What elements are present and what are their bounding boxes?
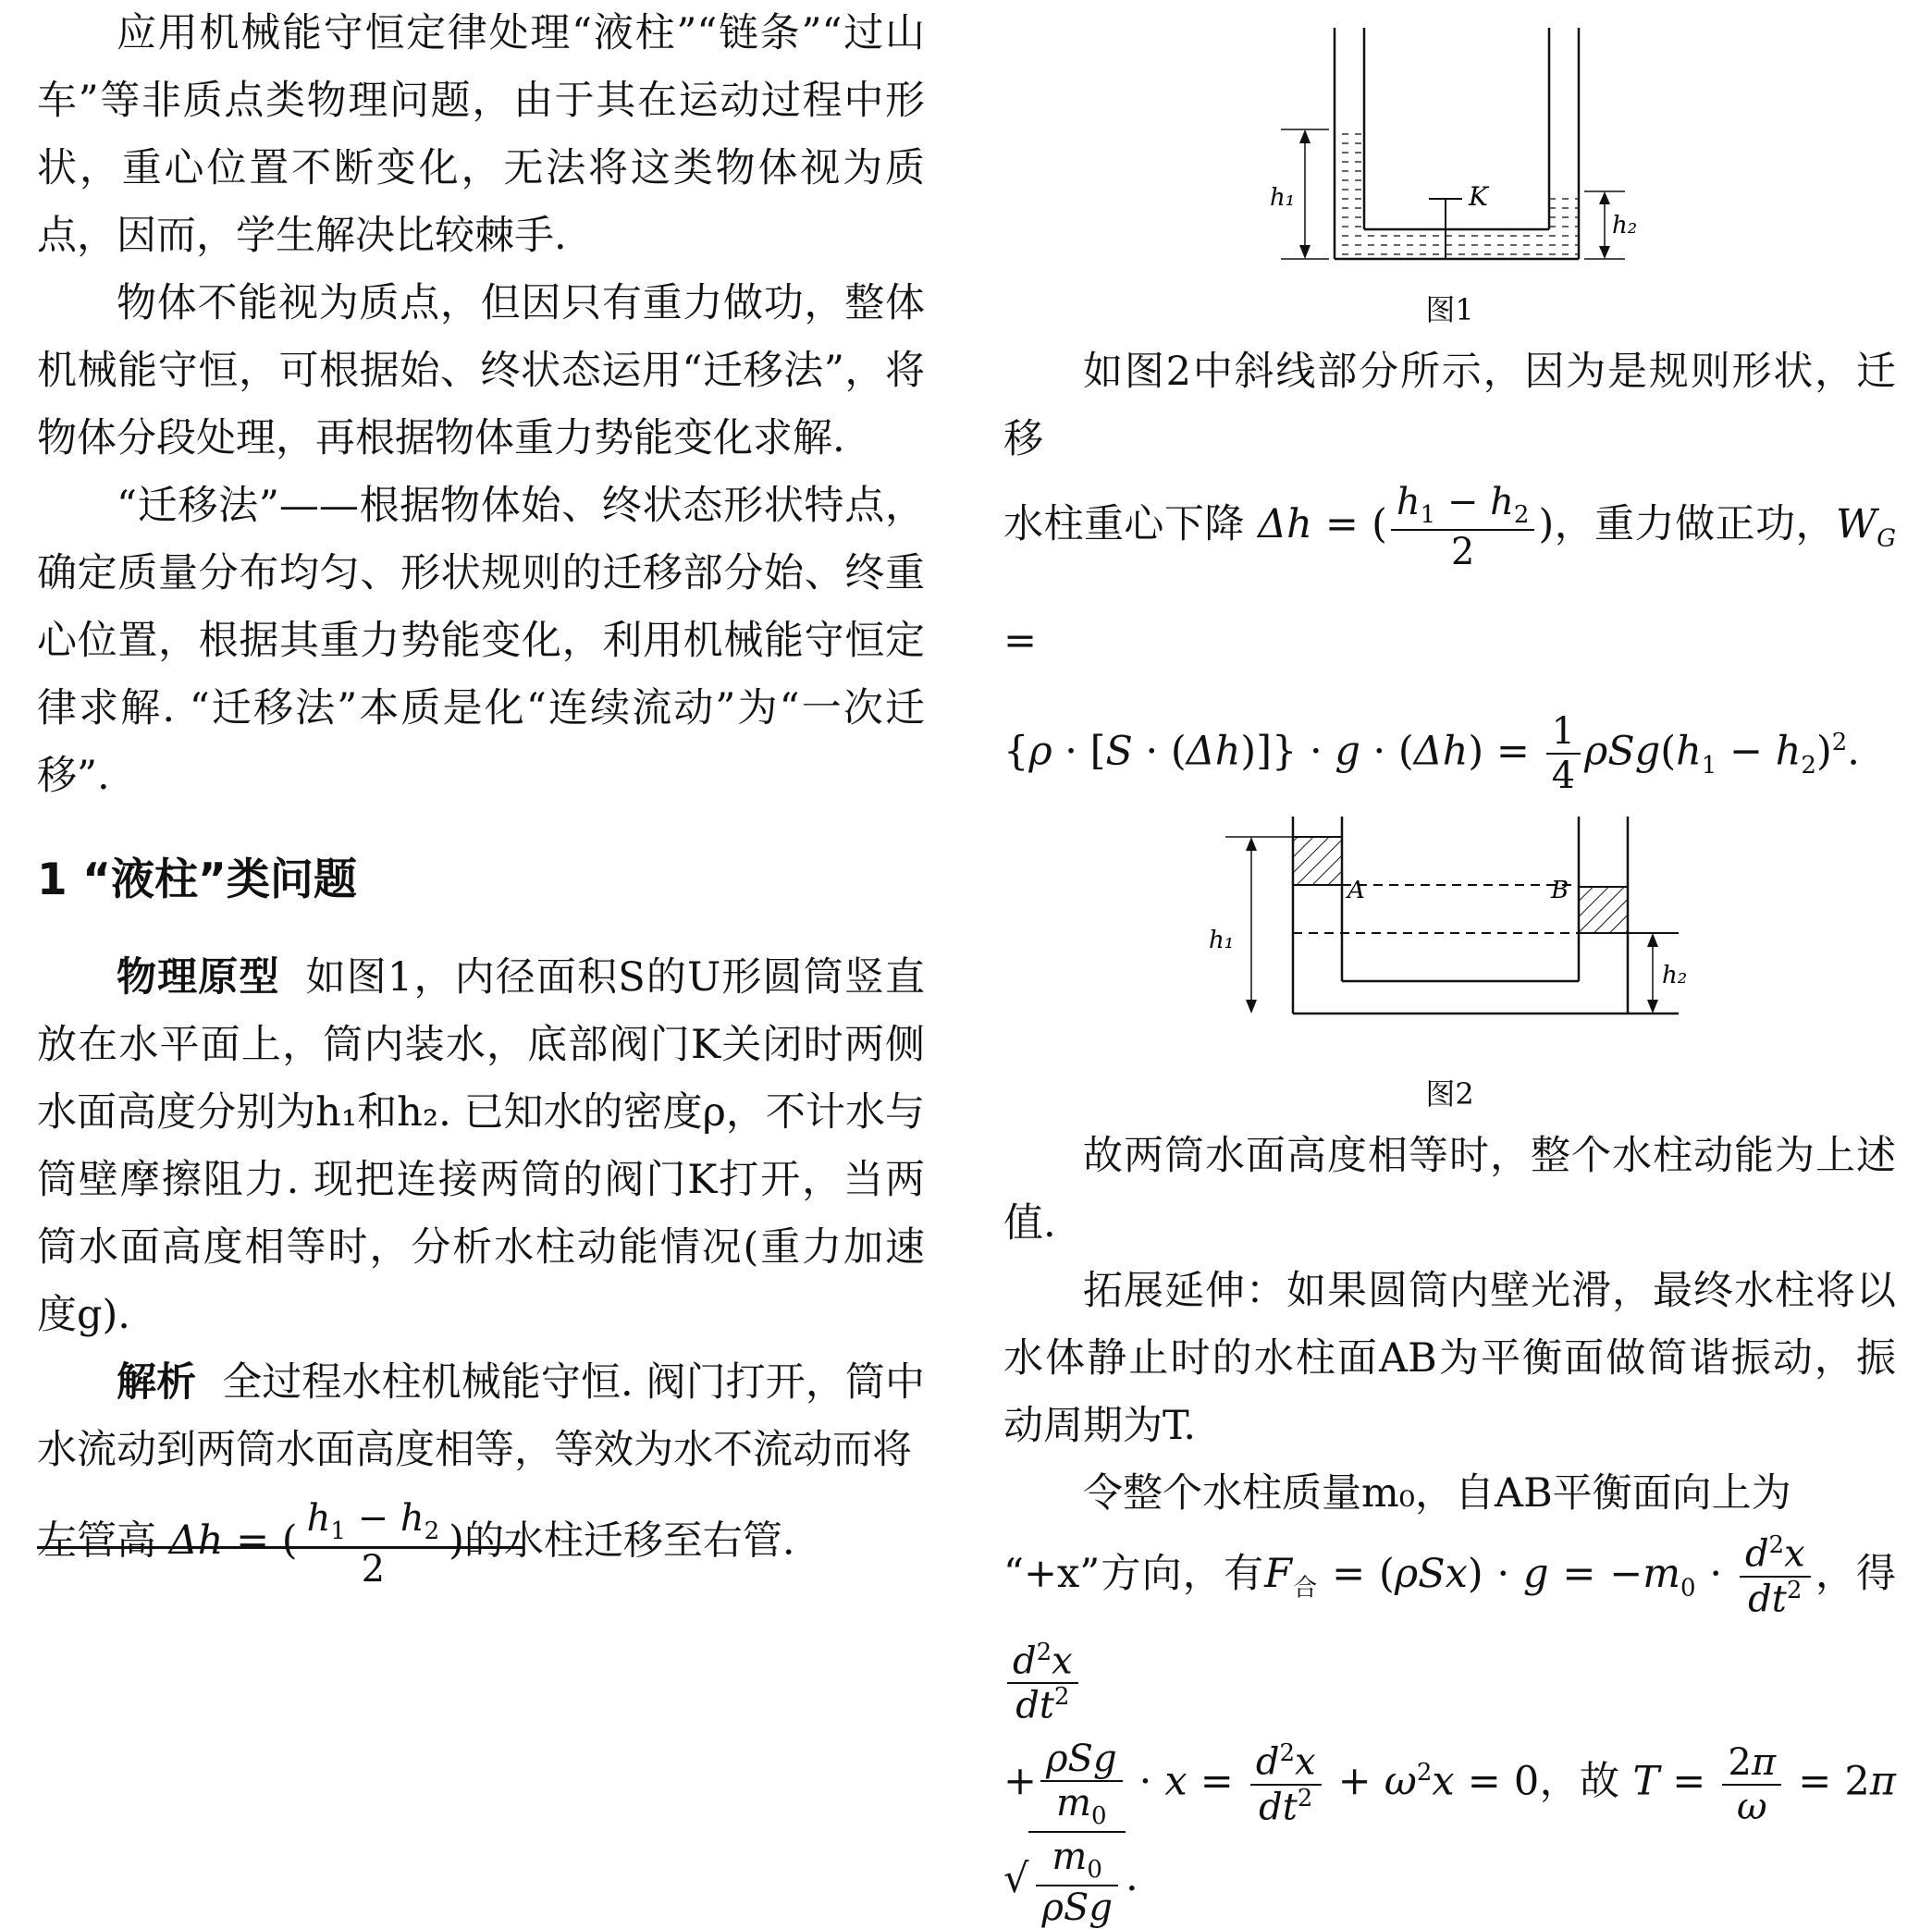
right-paragraph-3: 拓展延伸：如果圆筒内壁光滑，最终水柱将以水体静止时的水柱面AB为平衡面做简谐振动，振动周期为T. xyxy=(1003,1267,1896,1449)
figure-2-u-tube xyxy=(1003,817,1896,1062)
intro-paragraph-1: 应用机械能守恒定律处理“液柱”“链条”“过山车”等非质点类物理问题，由于其在运动过程中形状，重心位置不断变化，无法将这类物体视为质点，因而，学生解决比较棘手. xyxy=(37,10,925,259)
right-text-4c: ，得 xyxy=(1814,1550,1897,1597)
right-column xyxy=(1003,0,1896,1929)
analysis-text-2b: 的水柱迁移至右管. xyxy=(463,1517,795,1565)
prototype-label: 物理原型 xyxy=(117,954,280,1001)
intro-paragraph-2: 物体不能视为质点，但因只有重力做功，整体机械能守恒，可根据始、终状态运用“迁移法”，将物体分段处理，再根据物体重力势能变化求解. xyxy=(37,280,925,461)
water-fill xyxy=(1335,129,1579,259)
intro-paragraph-3: “迁移法”——根据物体始、终状态形状特点，确定质量分布均匀、形状规则的迁移部分始、终重心位置，根据其重力势能变化，利用机械能守恒定律求解. “迁移法”本质是化“连续流动”为“一次迁移”. xyxy=(37,483,925,799)
fig2-h2-label: h₂ xyxy=(1662,961,1688,989)
migrated-block-left xyxy=(1293,837,1342,885)
point-a-label: A xyxy=(1347,876,1365,904)
fig2-h1-label: h₁ xyxy=(1209,926,1235,954)
figure-1-u-tube xyxy=(1003,0,1896,277)
analysis-label: 解析 xyxy=(117,1359,197,1406)
right-paragraph-4: 令整个水柱质量m₀，自AB平衡面向上为 xyxy=(1083,1469,1791,1517)
delta-h-formula: Δh = ( $\frac{h_1 - h_2}{2}$ ) xyxy=(168,1497,464,1591)
footnote-rule xyxy=(37,1546,523,1549)
right-text-4b: “+x”方向，有 xyxy=(1003,1550,1265,1597)
analysis-paragraph xyxy=(37,1349,925,1484)
migrated-block-right xyxy=(1579,887,1628,933)
h2-label: h₂ xyxy=(1612,212,1638,240)
work-formula: {ρ · [S · (Δh)]} · g · (Δh) = $\frac{1}{4}$ $\rho Sg(h_1 - h_2)^2$. xyxy=(1003,709,1860,797)
analysis-continuation xyxy=(37,1497,925,1591)
right-paragraph-1-formula: 水柱重心下降 Δh = ( $\frac{h_1 - h_2}{2}$ )，重力做正功，$W_G$ = xyxy=(1003,480,1897,664)
right-text-1b: 水柱重心下降 xyxy=(1003,501,1245,547)
period-equation: + $\frac{\text{ρSg}}{m_0}$ · x = $\frac{d^2x}{dt^2}$ + $\omega^2x = 0$，故 T = $\frac{2\pi}{\omega}$ = 2π √ $\frac{m_0}{\text{ρSg}}$ . xyxy=(1003,1738,1896,1929)
h1-label: h₁ xyxy=(1270,184,1296,212)
figure-2-caption: 图2 xyxy=(1425,1075,1474,1112)
right-text-1c: ，重力做正功， xyxy=(1554,501,1837,547)
valve-k-label: K xyxy=(1469,181,1488,212)
section-heading: 1 “液柱”类问题 xyxy=(37,854,357,905)
analysis-text-2a: 左管高 xyxy=(37,1517,156,1565)
left-column xyxy=(37,0,925,1591)
point-b-label: B xyxy=(1551,876,1569,904)
prototype-text: 如图1，内径面积S的U形圆筒竖直放在水平面上，筒内装水，底部阀门K关闭时两侧水面高度分别为h₁和h₂. 已知水的密度ρ，不计水与筒壁摩擦阻力. 现把连接两筒的阀门K打开，当两筒水面高度相等时，分析水柱动能情况(重力加速度g). xyxy=(37,954,925,1338)
analysis-text: 全过程水柱机械能守恒. 阀门打开，筒中水流动到两筒水面高度相等，等效为水不流动而将 xyxy=(37,1359,926,1473)
force-equation: “+x”方向，有$F_合 = (\rho Sx) \cdot g = -m_0$ · $\frac{d^2x}{dt^2}$ ，得 $\frac{d^2x}{dt^2}$ xyxy=(1003,1531,1897,1727)
right-paragraph-1: 如图2中斜线部分所示，因为是规则形状，迁移 xyxy=(1003,349,1896,462)
figure-1-caption: 图1 xyxy=(1425,292,1474,327)
right-paragraph-2: 故两筒水面高度相等时，整个水柱动能为上述值. xyxy=(1003,1132,1896,1247)
physics-prototype-paragraph xyxy=(37,944,925,1349)
